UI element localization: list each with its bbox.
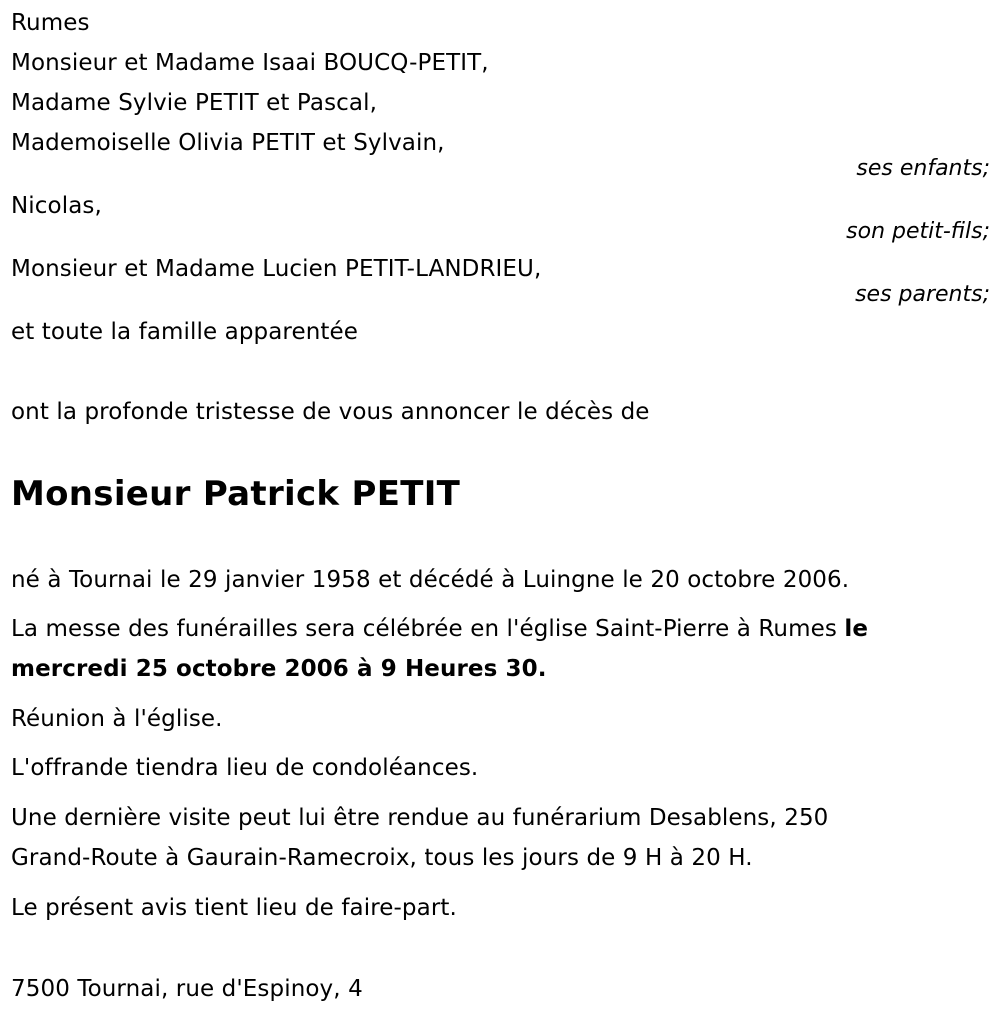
deceased-name: Monsieur Patrick PETIT [11, 474, 461, 514]
offering: L'offrande tiendra lieu de condoléances. [11, 755, 479, 781]
family-member: Monsieur et Madame Isaai BOUCQ-PETIT, [11, 50, 489, 76]
funeral-date-rest: mercredi 25 octobre 2006 à 9 Heures 30. [11, 656, 547, 682]
grandchild: Nicolas, [11, 193, 102, 219]
grandchild-role: son petit-fils; [846, 219, 990, 244]
funeral-info [11, 616, 868, 642]
funeral-date-start: le [844, 616, 869, 642]
family-role: ses enfants; [856, 156, 990, 181]
address: 7500 Tournai, rue d'Espinoy, 4 [11, 976, 363, 1002]
parents: Monsieur et Madame Lucien PETIT-LANDRIEU, [11, 256, 542, 282]
funeral-text: La messe des funérailles sera célébrée en l'église Saint-Pierre à Rumes [11, 616, 845, 642]
announcement: ont la profonde tristesse de vous annoncer le décès de [11, 399, 650, 425]
meeting: Réunion à l'église. [11, 706, 223, 732]
visit-info: Une dernière visite peut lui être rendue au funérarium Desablens, 250 [11, 805, 829, 831]
birth-death: né à Tournai le 29 janvier 1958 et décédé à Luingne le 20 octobre 2006. [11, 567, 850, 593]
funeral-date [11, 656, 547, 682]
notice-statement: Le présent avis tient lieu de faire-part. [11, 895, 457, 921]
parents-role: ses parents; [855, 282, 990, 307]
town: Rumes [11, 10, 90, 36]
visit-info-cont: Grand-Route à Gaurain-Ramecroix, tous les jours de 9 H à 20 H. [11, 845, 753, 871]
family-member: Madame Sylvie PETIT et Pascal, [11, 90, 377, 116]
family-member: Mademoiselle Olivia PETIT et Sylvain, [11, 130, 445, 156]
relatives: et toute la famille apparentée [11, 319, 359, 345]
